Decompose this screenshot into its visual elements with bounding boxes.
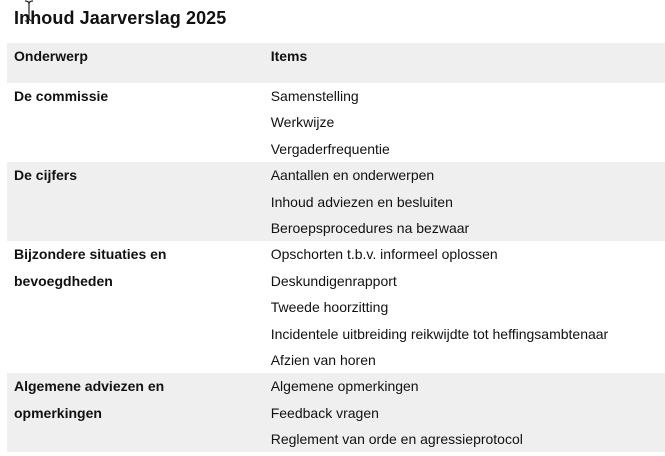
row-subject — [7, 241, 264, 373]
list-item: Deskundigenrapport — [270, 272, 397, 289]
table-header-row — [7, 43, 665, 83]
row-items — [264, 241, 665, 373]
subject-line: Bijzondere situaties en — [14, 246, 167, 263]
list-item: Vergaderfrequentie — [270, 140, 390, 157]
table-row — [7, 373, 665, 452]
item-list — [271, 241, 665, 373]
list-item: Feedback vragen — [270, 404, 379, 421]
document-title: Inhoud Jaarverslag 2025 — [14, 8, 227, 28]
subject-line: bevoegdheden — [14, 272, 113, 289]
list-item: Samenstelling — [270, 88, 359, 104]
list-item: Aantallen en onderwerpen — [270, 167, 435, 184]
item-list — [271, 373, 665, 452]
table-row — [7, 83, 665, 162]
subject-line: De commissie — [14, 88, 109, 104]
header-items: Items — [264, 43, 665, 83]
header-subject: Onderwerp — [7, 43, 264, 83]
row-items — [264, 83, 665, 162]
text-cursor-icon — [24, 0, 34, 22]
list-item: Incidentele uitbreiding reikwijdte tot heffingsambtenaar — [270, 325, 609, 342]
subject-line: opmerkingen — [14, 404, 102, 421]
list-item: Tweede hoorzitting — [270, 299, 389, 316]
table-row — [7, 162, 665, 241]
subject-line: Algemene adviezen en — [14, 378, 165, 395]
row-subject — [7, 83, 264, 162]
item-list — [271, 162, 665, 241]
item-list — [271, 83, 665, 162]
contents-table — [7, 43, 665, 452]
list-item: Reglement van orde en agressieprotocol — [270, 431, 523, 448]
table-row — [7, 241, 665, 373]
row-subject — [7, 373, 264, 452]
row-subject — [7, 162, 264, 241]
list-item: Afzien van horen — [270, 351, 376, 368]
list-item: Algemene opmerkingen — [270, 378, 419, 395]
list-item: Beroepsprocedures na bezwaar — [270, 219, 470, 236]
subject-line: De cijfers — [14, 167, 78, 184]
list-item: Inhoud adviezen en besluiten — [270, 193, 453, 210]
row-items — [264, 373, 665, 452]
row-items — [264, 162, 665, 241]
list-item: Werkwijze — [270, 114, 335, 131]
list-item: Opschorten t.b.v. informeel oplossen — [270, 246, 498, 263]
